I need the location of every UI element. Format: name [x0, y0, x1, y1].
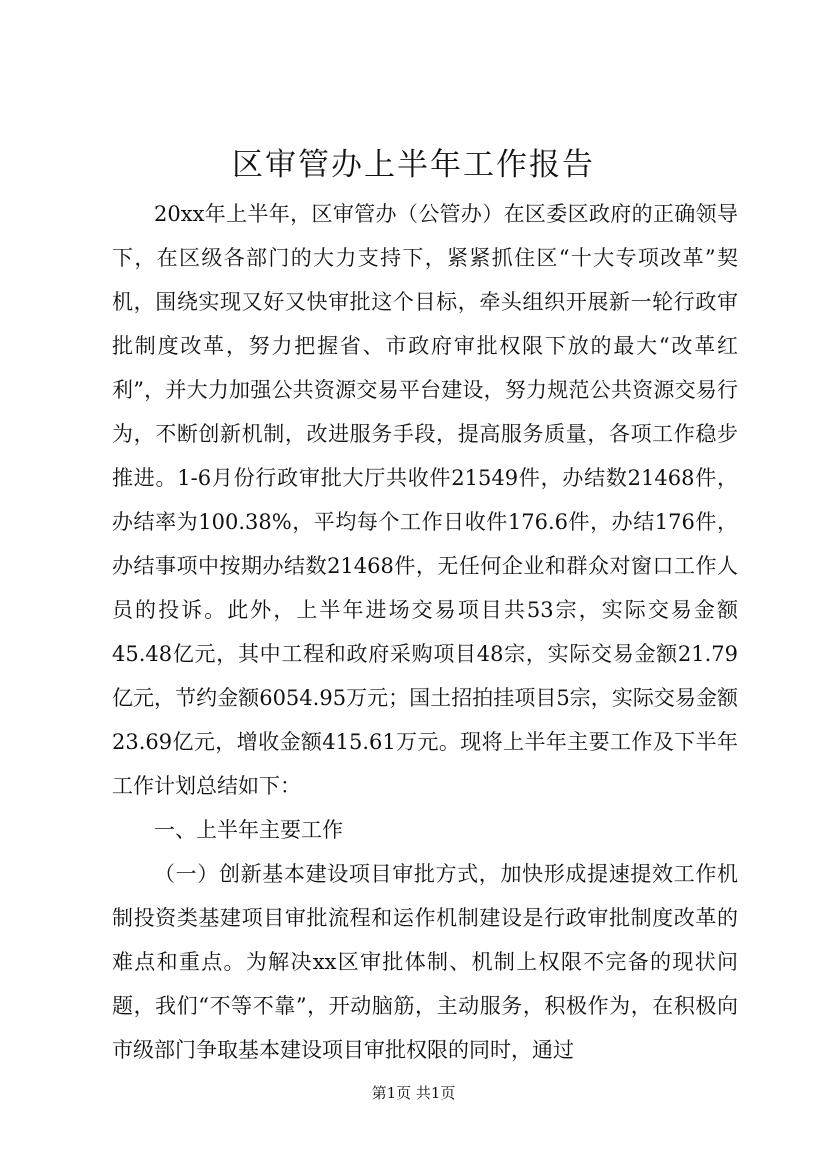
- paragraph-section-1: （一）创新基本建设项目审批方式，加快形成提速提效工作机制投资类基建项目审批流程和运作机制建设是行政审批制度改革的难点和重点。为解决xx区审批体制、机制上权限不完备的现状问题，我们“不等不靠”，开动脑筋，主动服务，积极作为，在积极向市级部门争取基本建设项目审批权限的同时，通过: [112, 862, 738, 1062]
- section-heading: 一、上半年主要工作: [154, 818, 343, 842]
- document-body: [112, 192, 738, 1072]
- paragraph-intro: 20xx年上半年，区审管办（公管办）在区委区政府的正确领导下，在区级各部门的大力支持下，紧紧抓住区“十大专项改革”契机，围绕实现又好又快审批这个目标，牵头组织开展新一轮行政审批制度改革，努力把握省、市政府审批权限下放的最大“改革红利”，并大力加强公共资源交易平台建设，努力规范公共资源交易行为，不断创新机制，改进服务手段，提高服务质量，各项工作稳步推进。1-6月份行政审批大厅共收件21549件，办结数21468件，办结率为100.38%，平均每个工作日收件176.6件，办结176件，办结事项中按期办结数21468件，无任何企业和群众对窗口工作人员的投诉。此外，上半年进场交易项目共53宗，实际交易金额45.48亿元，其中工程和政府采购项目48宗，实际交易金额21.79亿元，节约金额6054.95万元；国土招拍挂项目5宗，实际交易金额23.69亿元，增收金额415.61万元。现将上半年主要工作及下半年工作计划总结如下：: [112, 202, 738, 798]
- page-number-footer: 第1页 共1页: [371, 1084, 456, 1102]
- page-title: 区审管办上半年工作报告: [232, 147, 595, 183]
